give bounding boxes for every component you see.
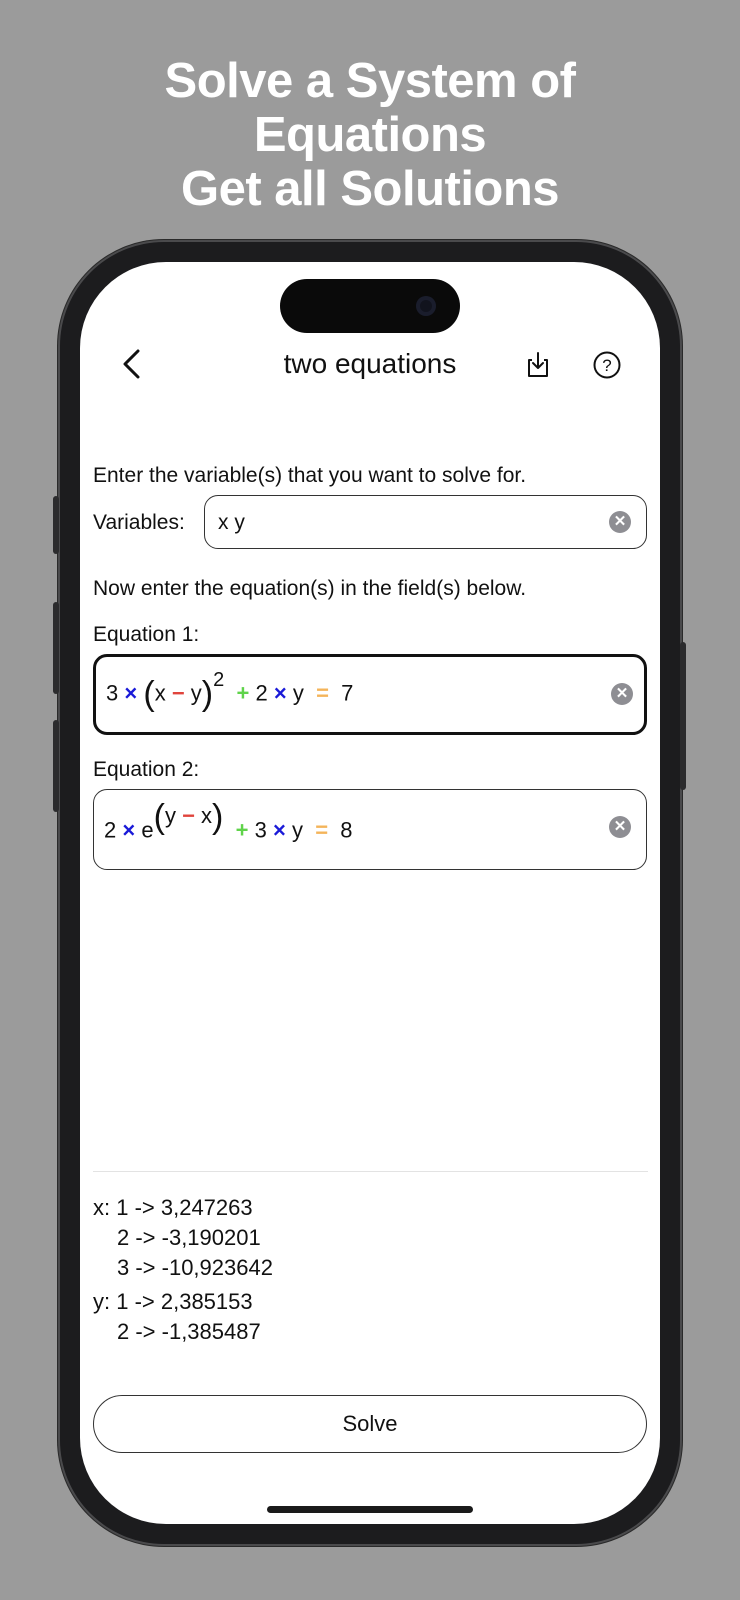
export-button[interactable] — [523, 350, 553, 380]
back-button[interactable] — [118, 347, 148, 381]
svg-text:?: ? — [602, 356, 612, 375]
home-indicator — [267, 1506, 473, 1513]
phone-volume-down — [53, 720, 59, 812]
variables-value: x y — [218, 511, 245, 534]
result-x-1: x: 1 -> 3,247263 — [93, 1195, 253, 1220]
help-button[interactable] — [592, 350, 622, 380]
solve-button[interactable]: Solve — [93, 1395, 647, 1453]
equation-1-expression: $3 \times (x - y)^2 + 2 \times y = 7$ — [106, 669, 354, 714]
dynamic-island — [280, 279, 460, 333]
equations-prompt: Now enter the equation(s) in the field(s) below. — [93, 577, 527, 600]
clear-icon[interactable]: ✕ — [611, 683, 633, 705]
equation-2-expression: 2 × e(y − x) + 3 × y = 8 — [104, 798, 353, 843]
phone-power-button — [680, 642, 686, 790]
equation-1-label: Equation 1: — [93, 623, 200, 646]
variables-prompt: Enter the variable(s) that you want to solve for. — [93, 464, 527, 487]
export-icon — [523, 350, 553, 380]
phone-volume-up — [53, 602, 59, 694]
chevron-left-icon — [118, 347, 148, 381]
equation-2-label: Equation 2: — [93, 758, 200, 781]
results-list[interactable] — [93, 1190, 648, 1344]
headline-line-3: Get all Solutions — [180, 162, 560, 216]
clear-icon[interactable]: ✕ — [609, 816, 631, 838]
result-x-2: 2 -> -3,190201 — [117, 1225, 261, 1250]
promo-headline — [0, 54, 740, 216]
equation-2-input[interactable] — [93, 789, 647, 870]
camera-icon — [416, 296, 436, 316]
equation-1-input[interactable] — [93, 654, 647, 735]
phone-side-button — [53, 496, 59, 554]
variables-label: Variables: — [93, 511, 185, 534]
headline-line-1: Solve a System of — [164, 54, 576, 108]
variables-input[interactable] — [204, 495, 647, 549]
result-y-2: 2 -> -1,385487 — [117, 1319, 261, 1344]
headline-line-2: Equations — [253, 108, 487, 162]
clear-icon[interactable]: ✕ — [609, 511, 631, 533]
page-title: two equations — [283, 348, 457, 379]
question-circle-icon — [592, 350, 622, 380]
results-divider — [93, 1171, 648, 1172]
result-x-3: 3 -> -10,923642 — [117, 1255, 273, 1280]
result-y-1: y: 1 -> 2,385153 — [93, 1289, 253, 1314]
